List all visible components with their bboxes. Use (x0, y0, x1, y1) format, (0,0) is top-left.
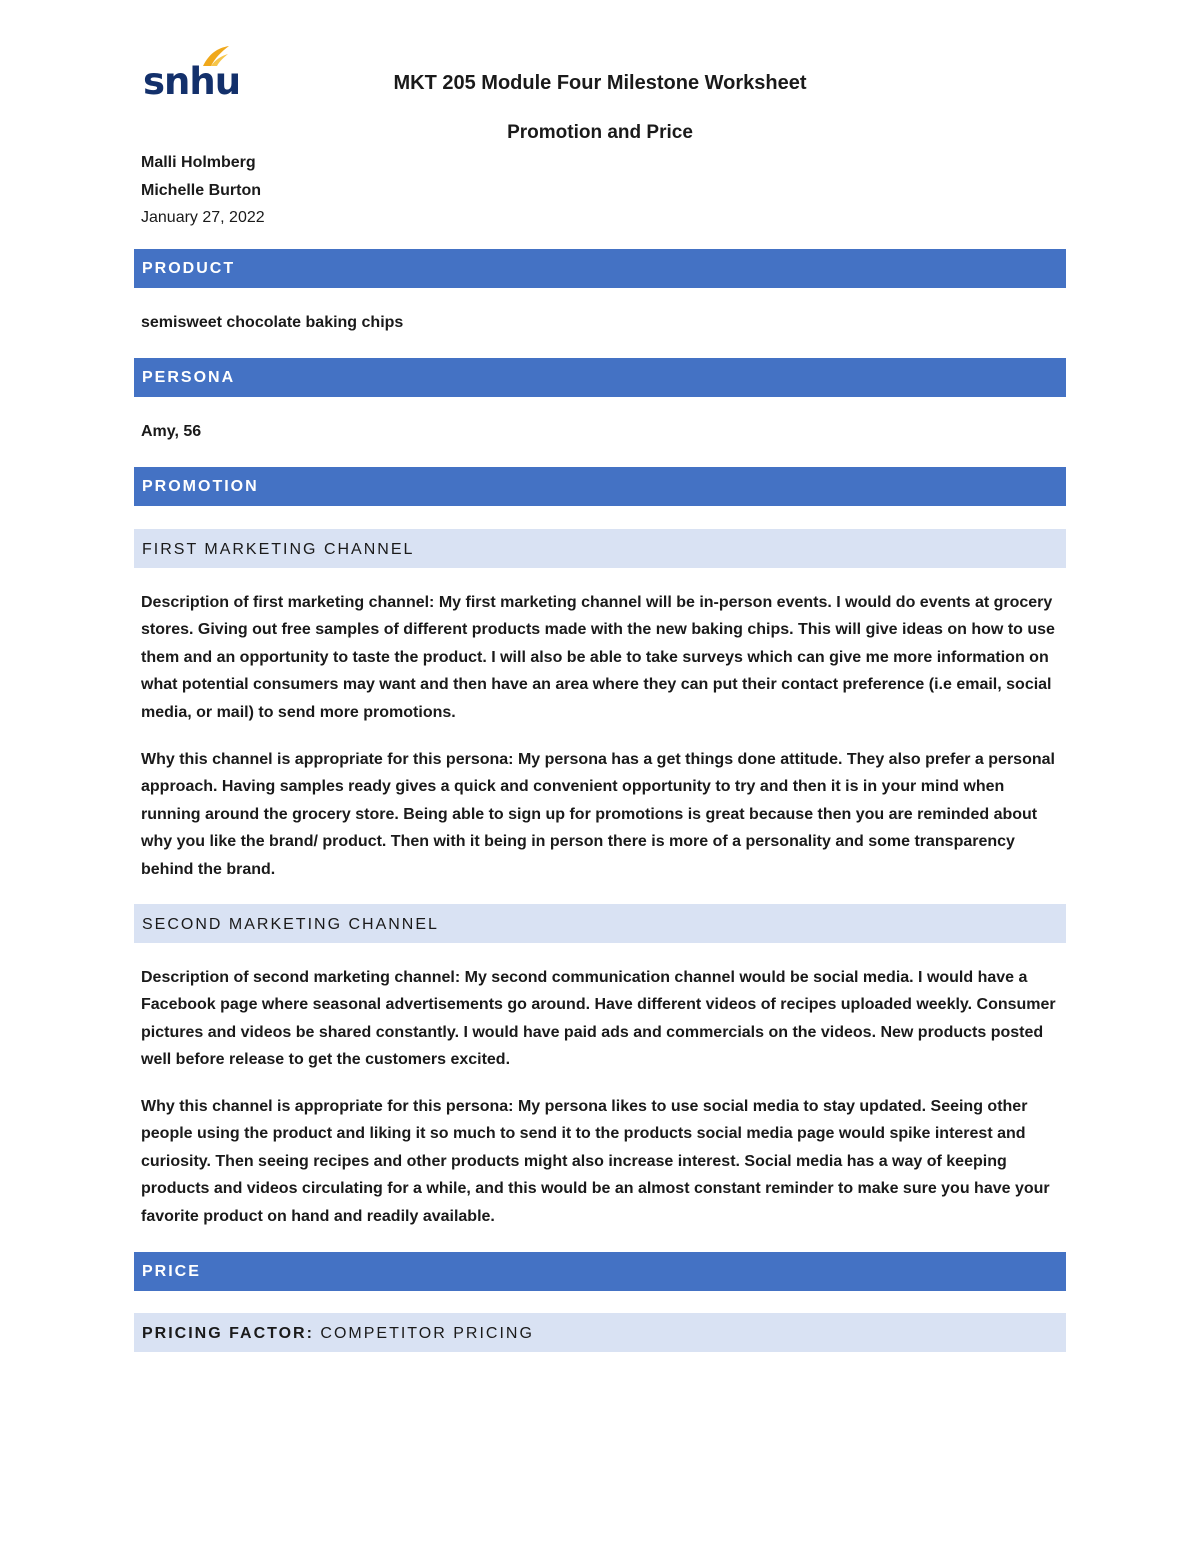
first-channel-description: Description of first marketing channel: My first marketing channel will be in-person events. I would do events at grocery stores. Giving out free samples of different products made with the new baking chips. This will give ideas on how to use them and an opportunity to taste the product. I will also be able to take surveys which can give me more information on what potential consumers may want and then have an area where they can put their contact preference (i.e email, social media, or mail) to send more promotions. (141, 594, 1055, 721)
first-channel-rationale: Why this channel is appropriate for this persona: My persona has a get things done attitude. They also prefer a personal approach. Having samples ready gives a quick and convenient opportunity to try and then it is in your mind when running around the grocery store. Being able to sign up for promotions is great because then you are reminded about why you like the brand/ product. Then with it being in person there is more of a personality and some transparency behind the brand. (141, 751, 1055, 878)
pricing-factor-label: PRICING FACTOR: (142, 1325, 314, 1342)
pricing-factor-value: COMPETITOR PRICING (320, 1325, 534, 1342)
author-block (141, 149, 265, 232)
instructor-name: Michelle Burton (141, 181, 262, 199)
second-channel-rationale: Why this channel is appropriate for this persona: My persona likes to use social media to stay updated. Seeing other people using the product and liking it so much to send it to the products social media page would spike interest and curiosity. Then seeing recipes and other products might also increase interest. Social media has a way of keeping products and videos circulating for a while, and this would be an almost constant reminder to make sure you have your favorite product on hand and readily available. (141, 1098, 1050, 1225)
subsection-heading-second-channel: SECOND MARKETING CHANNEL (134, 904, 1066, 943)
section-heading-product: PRODUCT (134, 249, 1066, 288)
section-heading-persona: PERSONA (134, 358, 1066, 397)
document-title: MKT 205 Module Four Milestone Worksheet (393, 72, 807, 94)
persona-value: Amy, 56 (141, 423, 202, 440)
logo-wordmark: snhu (143, 60, 241, 103)
document-subtitle: Promotion and Price (507, 122, 693, 143)
document-date: January 27, 2022 (141, 209, 265, 226)
pricing-factor-bar (134, 1313, 1066, 1352)
section-heading-promotion: PROMOTION (134, 467, 1066, 506)
second-channel-description: Description of second marketing channel: My second communication channel would be social media. I would have a Facebook page where seasonal advertisements go around. Have different videos of recipes uploaded weekly. Consumer pictures and videos be shared constantly. I would have paid ads and commercials on the videos. New products posted well before release to get the customers excited. (141, 969, 1056, 1069)
student-name: Malli Holmberg (141, 154, 256, 171)
section-heading-price: PRICE (134, 1252, 1066, 1291)
subsection-heading-first-channel: FIRST MARKETING CHANNEL (134, 529, 1066, 568)
product-value: semisweet chocolate baking chips (141, 314, 404, 331)
